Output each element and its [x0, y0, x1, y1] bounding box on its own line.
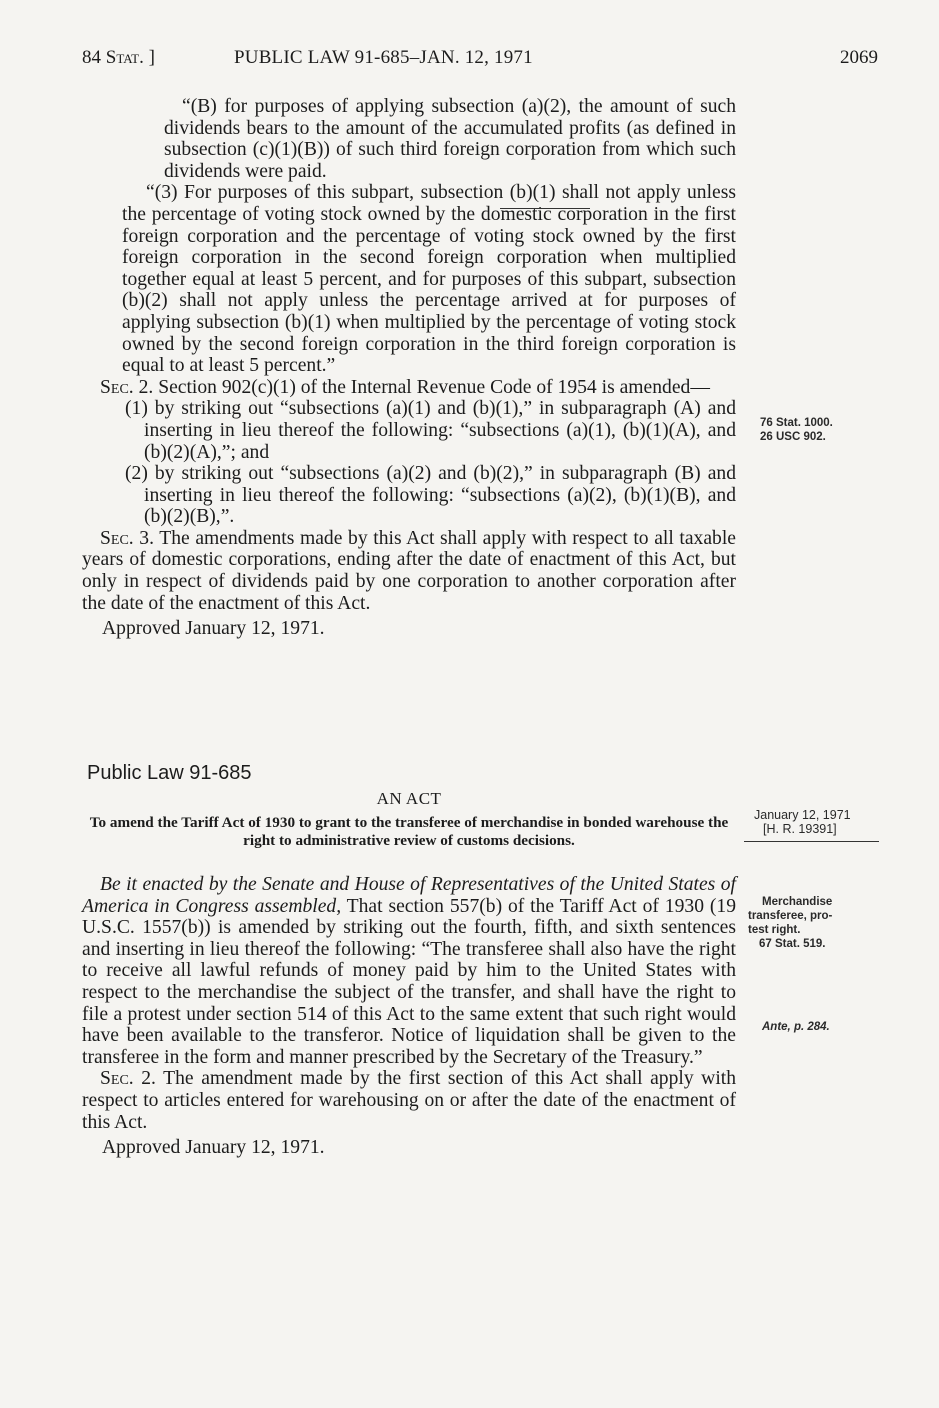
margin-merch-1: Merchandise: [762, 896, 833, 908]
margin-stat-519: 67 Stat. 519.: [759, 938, 826, 950]
margin-merch-3: test right.: [748, 924, 801, 936]
second-law-section-2: [82, 1068, 736, 1133]
section-2-lead: Sec. 2.: [100, 376, 154, 398]
second-law-body: [82, 874, 736, 1159]
margin-ante: Ante, p. 284.: [762, 1021, 830, 1033]
section-3-lead: Sec. 3.: [100, 527, 154, 549]
statute-volume: 84 Stat. ]: [82, 47, 155, 68]
item-2: (2) by striking out “subsections (a)(2) and (b)(2),” in subparagraph (B) and inserting in lieu thereof the following: “subsections (a)(2), (b)(1)(B), and (b)(2)(B),”.: [125, 463, 736, 528]
enacting-formula: Be it enacted by the Senate and House of Representatives of the United States of America in Congress assembled,: [82, 874, 736, 917]
divider-rule: [500, 208, 590, 209]
enacting-clause: [82, 874, 736, 1068]
act-title: To amend the Tariff Act of 1930 to grant to the transferee of merchandise in bonded warehouse the right to administrative review of customs decisions.: [89, 814, 729, 849]
margin-rule: [744, 841, 879, 842]
an-act-heading: AN ACT: [376, 789, 442, 808]
section-2: [82, 377, 736, 399]
first-law-body: [82, 96, 736, 640]
section-3-text: The amendments made by this Act shall apply with respect to all taxable years of domestic corporations, ending after the date of enactment of this Act, but only in respect of dividends paid by one corporation to another corporation after the date of the enactment of this Act.: [82, 527, 736, 614]
public-law-heading: Public Law 91-685: [87, 762, 252, 784]
margin-stat-1000: 76 Stat. 1000.: [760, 417, 833, 429]
paragraph-b: “(B) for purposes of applying subsection (a)(2), the amount of such dividends bears to the amount of the accumulated profits (as defined in subsection (c)(1)(B)) of such third foreign corporation from which such dividends were paid.: [164, 96, 736, 182]
section-3: [82, 528, 736, 614]
margin-note-date: [754, 808, 851, 836]
margin-usc-902: 26 USC 902.: [760, 431, 826, 443]
margin-date: January 12, 1971: [754, 808, 851, 822]
approved-date-2: Approved January 12, 1971.: [102, 1137, 325, 1159]
second-law-section-2-lead: Sec. 2.: [100, 1068, 156, 1090]
paragraph-3: “(3) For purposes of this subpart, subsection (b)(1) shall not apply unless the percentage of voting stock owned by the domestic corporation in the first foreign corporation and the percentage of voting stock owned by the first foreign corporation in the second foreign corporation when multiplied together equal at least 5 percent, and for purposes of this subpart, subsection (b)(2) shall not apply unless the percentage arrived at for purposes of applying subsection (b)(1) when multiplied by the percentage of voting stock owned by the second foreign corporation in the third foreign corporation is equal to at least 5 percent.”: [122, 182, 736, 377]
running-head: PUBLIC LAW 91-685–JAN. 12, 1971: [234, 47, 533, 68]
enacting-text: That section 557(b) of the Tariff Act of 1930 (19 U.S.C. 1557(b)) is amended by striking out the fourth, fifth, and sixth sentences and inserting in lieu thereof the following: “The transferee shall also have the right to receive all lawful refunds of money paid by him to the United States with respect to the merchandise the subject of the transfer, and shall have the right to file a protest under section 514 of this Act to the same extent that such right would have been available to the transferor. Notice of liquidation shall be given to the transferee in the form and manner prescribed by the Secretary of the Treasury.”: [82, 895, 737, 1068]
margin-merch-2: transferee, pro-: [748, 910, 833, 922]
margin-hr-number: [H. R. 19391]: [763, 822, 837, 836]
approved-date-1: Approved January 12, 1971.: [102, 618, 325, 640]
section-2-text: Section 902(c)(1) of the Internal Revenue Code of 1954 is amended—: [158, 376, 710, 398]
item-1: (1) by striking out “subsections (a)(1) and (b)(1),” in subparagraph (A) and inserting in lieu thereof the following: “subsections (a)(1), (b)(1)(A), and (b)(2)(A),”; and: [125, 398, 736, 463]
margin-note-stat: [760, 416, 833, 444]
second-law-section-2-text: The amendment made by the first section of this Act shall apply with respect to articles entered for warehousing on or after the date of the enactment of this Act.: [82, 1068, 737, 1133]
margin-note-merchandise: [748, 895, 832, 951]
page-number: 2069: [840, 47, 878, 68]
page-header: [82, 47, 878, 73]
